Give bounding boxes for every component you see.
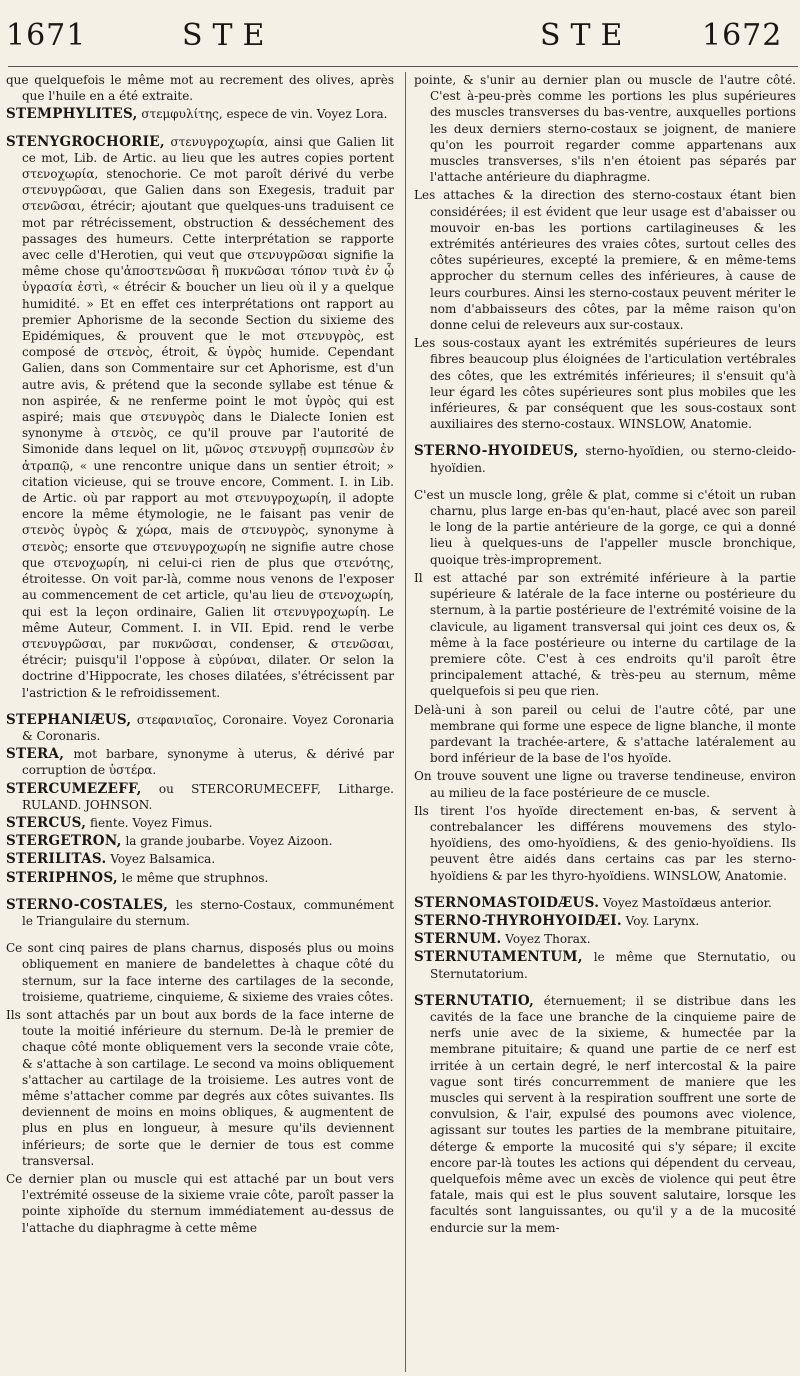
dictionary-entry — [6, 781, 394, 813]
column-divider — [405, 72, 406, 1372]
entry-headword: STERA, — [6, 746, 65, 763]
header-rule — [8, 66, 798, 67]
dictionary-entry — [6, 712, 394, 744]
dictionary-entry — [414, 993, 796, 1236]
entry-definition: sterno-hyoïdien, ou sterno-cleido-hyoïdien. — [430, 444, 796, 475]
dictionary-entry — [6, 851, 394, 867]
dictionary-entry — [414, 949, 796, 981]
paragraph: Les sous-costaux ayant les extrémités supérieures de leurs fibres beaucoup plus éloignées de l'articulation vertébrales des côtes, que les extrémités inférieures; il s'ensuit qu'à leur égard les côtes supérieures sont plus mobiles que les inférieures, & par conséquent que les sous-costaux sont auxiliaires des sterno-costaux. WINSLOW, Anatomie. — [414, 336, 796, 432]
dictionary-entry — [6, 833, 394, 849]
entry-headword: STERGETRON, — [6, 833, 122, 850]
entry-headword: STERILITAS. — [6, 851, 107, 868]
entry-definition: mot barbare, synonyme à uterus, & dérivé par corruption de ὑστέρα. — [22, 747, 394, 778]
entry-definition: fiente. Voyez Fimus. — [90, 815, 213, 830]
entry-definition: στεμφυλίτης, espece de vin. Voyez Lora. — [141, 107, 388, 122]
dictionary-entry — [414, 913, 796, 929]
paragraph: Ils sont attachés par un bout aux bords de la face interne de toute la moitié inférieure du sternum. De-là le premier de chaque côté monte obliquement vers la seconde vraie côte, & s'attache à son cartilage. Le second va moins obliquement s'attacher au cartilage de la troisieme. Les autres vont de même s'attacher comme par degrés aux côtes suivantes. Ils deviennent de moins en moins obliques, & augmentent de plus en plus en longueur, à mesure qu'ils deviennent inférieurs; de sorte que le dernier de tous est comme transversal. — [6, 1007, 394, 1168]
page-number-right: 1672 — [702, 18, 783, 53]
entry-definition: στενυγροχωρία, ainsi que Galien lit ce mot, Lib. de Artic. au lieu que les autres copies portent στενοχωρία, stenochorie. Ce mot paroît dérivé du verbe στενυγρῶσαι, que Galien dans son Exegesis, traduit par στενῶσαι, étrécir; ajoutant que quelques-uns traduisent ce mot par rétrécissement, obstruction & desséchement des passages des humeurs. Cette interprétation se rapporte avec celle d'Herotien, qui veut que στενυγρῶσαι signifie la même chose qu'ἀποστενῶσαι ἢ πυκνῶσαι τόπον τινὰ ἐν ᾧ ὑγρασία ἐστὶ, « étrécir & boucher un lieu où il y a quelque humidité. » Et en effet ces interprétations ont rapport au premier Aphorisme de la seconde Section du sixieme des Epidémiques, & prouvent que le mot στενυγρὸς, est composé de στενὸς, étroit, & ὑγρὸς humide. Cependant Galien, dans son Commentaire sur cet Aphorisme, est d'un autre avis, & prétend que la seconde syllabe est ténue & non aspirée, & ne renferme point le mot ὑγρὸς qui est aspiré; mais que στενυγρὸς dans le Dialecte Ionien est synonyme à στενὸς, ce qu'il prouve par l'autorité de Simonide dans lequel on lit, μῶνος στενυγρῇ συμπεσὼν ἐν ἀτραπῷ, « une rencontre unique dans un sentier étroit; » citation vicieuse, qui se trouve encore, Comment. I. in Lib. de Artic. où par rapport au mot στενυγροχωρίη, il adopte encore la même étymologie, ne le faisant pas venir de στενὸς ὑγρὸς & χώρα, mais de στενυγρὸς, synonyme à στενὸς; ensorte que στενυγροχωρίη ne signifie autre chose que στενοχωρίη, ni celui-ci rien de plus que στενότης, étroitesse. On voit par-là, comme nous venons de l'exposer au commencement de cet article, qu'au lieu de στενοχωρίη, qui est la leçon ordinaire, Galien lit στενυγροχωρίη. Le même Auteur, Comment. I. in VII. Epid. rend le verbe στενυγρῶσαι, par πυκνῶσαι, condenser, & στενῶσαι, étrécir; puisqu'il l'oppose à εὐρύναι, dilater. Or selon la doctrine d'Hippocrate, les choses dilatées, s'étrécissent par l'astriction & le refroidissement. — [22, 134, 394, 700]
entry-headword: STERNUM. — [414, 931, 502, 948]
paragraph: C'est un muscle long, grêle & plat, comme si c'étoit un ruban charnu, plus large en-bas qu'en-haut, placé avec son pareil le long de la partie antérieure de la gorge, ce qui a donné lieu à quelques-uns de l'appeller muscle bronchique, quoique très-improprement. — [414, 487, 796, 567]
spacer — [6, 703, 394, 712]
paragraph: Ce dernier plan ou muscle qui est attaché par un bout vers l'extrémité osseuse de la sixieme vraie côte, paroît passer la pointe xiphoïde du sternum immédiatement au-dessus de l'attache du diaphragme à cette même — [6, 1172, 394, 1235]
dictionary-entry — [6, 897, 394, 929]
running-header — [0, 18, 800, 58]
entry-headword: STERNO-THYROHYOIDÆI. — [414, 912, 622, 929]
paragraph: Ils tirent l'os hyoïde directement en-bas, & servent à contrebalancer les différens mouvemens des stylo-hyoïdiens, des omo-hyoïdiens, & des genio-hyoïdiens. Ils peuvent être aidés dans certains cas par les sterno-hyoïdiens & par les thyro-hyoïdiens. WINSLOW, Anatomie. — [414, 803, 796, 883]
entry-headword: STEPHANIÆUS, — [6, 711, 132, 728]
running-title-left: STE — [182, 18, 275, 53]
entry-headword: STERCUMEZEFF, — [6, 780, 142, 797]
spacer — [6, 125, 394, 134]
paragraph: Delà-uni à son pareil ou celui de l'autre côté, par une membrane qui forme une espece de ligne blanche, il monte pardevant la trachée-artere, & s'attache latéralement au bord inférieur de la base de l'os hyoïde. — [414, 702, 796, 766]
dictionary-entry — [414, 931, 796, 947]
dictionary-entry — [6, 106, 394, 122]
spacer — [414, 984, 796, 993]
entry-definition: la grande joubarbe. Voyez Aizoon. — [125, 834, 333, 849]
entry-definition: les sterno-Costaux, communément le Triangulaire du sternum. — [22, 897, 394, 928]
entry-definition: ou STERCORUMECEFF, Litharge. RULAND. JOHNSON. — [22, 781, 394, 812]
right-column — [414, 72, 796, 1372]
paragraph: Il est attaché par son extrémité inférieure à la partie supérieure & latérale de la face interne ou postérieure du sternum, à la partie postérieure de l'extrémité voisine de la clavicule, au ligament transversal qui joint ces deux os, & même à la face postérieure ou interne du cartilage de la premiere côte. C'est à ces endroits qu'il paroît être principalement attaché, & très-peu au sternum, même quelquefois si peu que rien. — [414, 570, 796, 699]
paragraph: Les attaches & la direction des sterno-costaux étant bien considérées; il est évident que leur usage est d'abaisser ou mouvoir en-bas les portions cartilagineuses & les extrémités antérieures des vraies côtes, surtout celles des côtes supérieures, excepté la premiere, & en même-tems approcher du sternum celles des inférieures, à cause de leurs courbures. Ainsi les sterno-costaux peuvent mériter le nom d'abbaisseurs des côtes, par la même raison qu'on donne celui de releveurs aux sur-costaux. — [414, 188, 796, 333]
entry-definition: Voyez Balsamica. — [110, 852, 216, 867]
entry-headword: STEMPHYLITES, — [6, 106, 138, 123]
entry-headword: STERIPHNOS, — [6, 869, 118, 886]
running-title-right: STE — [540, 18, 633, 53]
entry-definition: στεφανιαῖος, Coronaire. Voyez Coronaria & Coronaris. — [22, 712, 394, 743]
dictionary-entry — [6, 746, 394, 778]
dictionary-entry — [414, 895, 796, 911]
left-column — [6, 72, 394, 1372]
entry-definition: éternuement; il se distribue dans les cavités de la face une branche de la cinquieme paire de nerfs unie avec de la sixieme, & humectée par la membrane pituitaire; & quand une partie de ce nerf est irritée à un certain degré, le nerf intercostal & la paire vague sont tirés concurremment de maniere que les muscles qui servent à la respiration souffrent une sorte de convulsion, & l'air, expulsé des poumons avec violence, agissant sur toutes les parties de la membrane pituitaire, déterge & emporte la mucosité qui s'y sépare; il excite encore par-là toutes les actions qui dépendent du cerveau, quelquefois même avec un excès de violence qui peut être fatale, mais qui est le plus souvent salutaire, lorsque les facultés sont languissantes, ou qu'il y a de la mucosité endurcie sur la mem- — [430, 993, 796, 1235]
spacer — [414, 478, 796, 487]
dictionary-entry — [6, 870, 394, 886]
paragraph: que quelquefois le même mot au recrement des olives, après que l'huile en a été extraite. — [6, 73, 394, 104]
paragraph: pointe, & s'unir au dernier plan ou muscle de l'autre côté. C'est à-peu-près comme les portions les plus supérieures des muscles transverses du bas-ventre, auxquelles portions les deux derniers sterno-costaux se joignent, de maniere qu'on les pourroit regarder comme appartenans aux muscles transverses, s'ils n'en étoient pas séparés par l'attache antérieure du diaphragme. — [414, 73, 796, 185]
entry-definition: le même que struphnos. — [121, 870, 269, 885]
entry-headword: STERCUS, — [6, 814, 87, 831]
spacer — [6, 888, 394, 897]
entry-headword: STERNUTAMENTUM, — [414, 949, 583, 966]
entry-definition: Voyez Mastoïdæus anterior. — [603, 895, 772, 910]
dictionary-entry — [414, 443, 796, 475]
page-number-left: 1671 — [6, 18, 87, 53]
entry-headword: STERNO-HYOIDEUS, — [414, 443, 579, 460]
entry-definition: Voy. Larynx. — [625, 913, 700, 928]
dictionary-entry — [6, 815, 394, 831]
entry-headword: STENYGROCHORIE, — [6, 133, 165, 150]
spacer — [414, 434, 796, 443]
spacer — [414, 886, 796, 895]
spacer — [6, 931, 394, 940]
entry-definition: le même que Sternutatio, ou Sternutatorium. — [430, 950, 796, 981]
entry-headword: STERNOMASTOIDÆUS. — [414, 894, 600, 911]
paragraph: On trouve souvent une ligne ou traverse tendineuse, environ au milieu de la face postérieure de ce muscle. — [414, 769, 796, 800]
dictionary-entry — [6, 134, 394, 701]
entry-definition: Voyez Thorax. — [505, 932, 591, 947]
entry-headword: STERNO-COSTALES, — [6, 896, 169, 913]
entry-headword: STERNUTATIO, — [414, 992, 535, 1009]
paragraph: Ce sont cinq paires de plans charnus, disposés plus ou moins obliquement en maniere de bandelettes à chaque côté du sternum, sur la face interne des cartilages de la seconde, troisieme, quatrieme, cinquieme, & sixieme des vraies côtes. — [6, 941, 394, 1004]
